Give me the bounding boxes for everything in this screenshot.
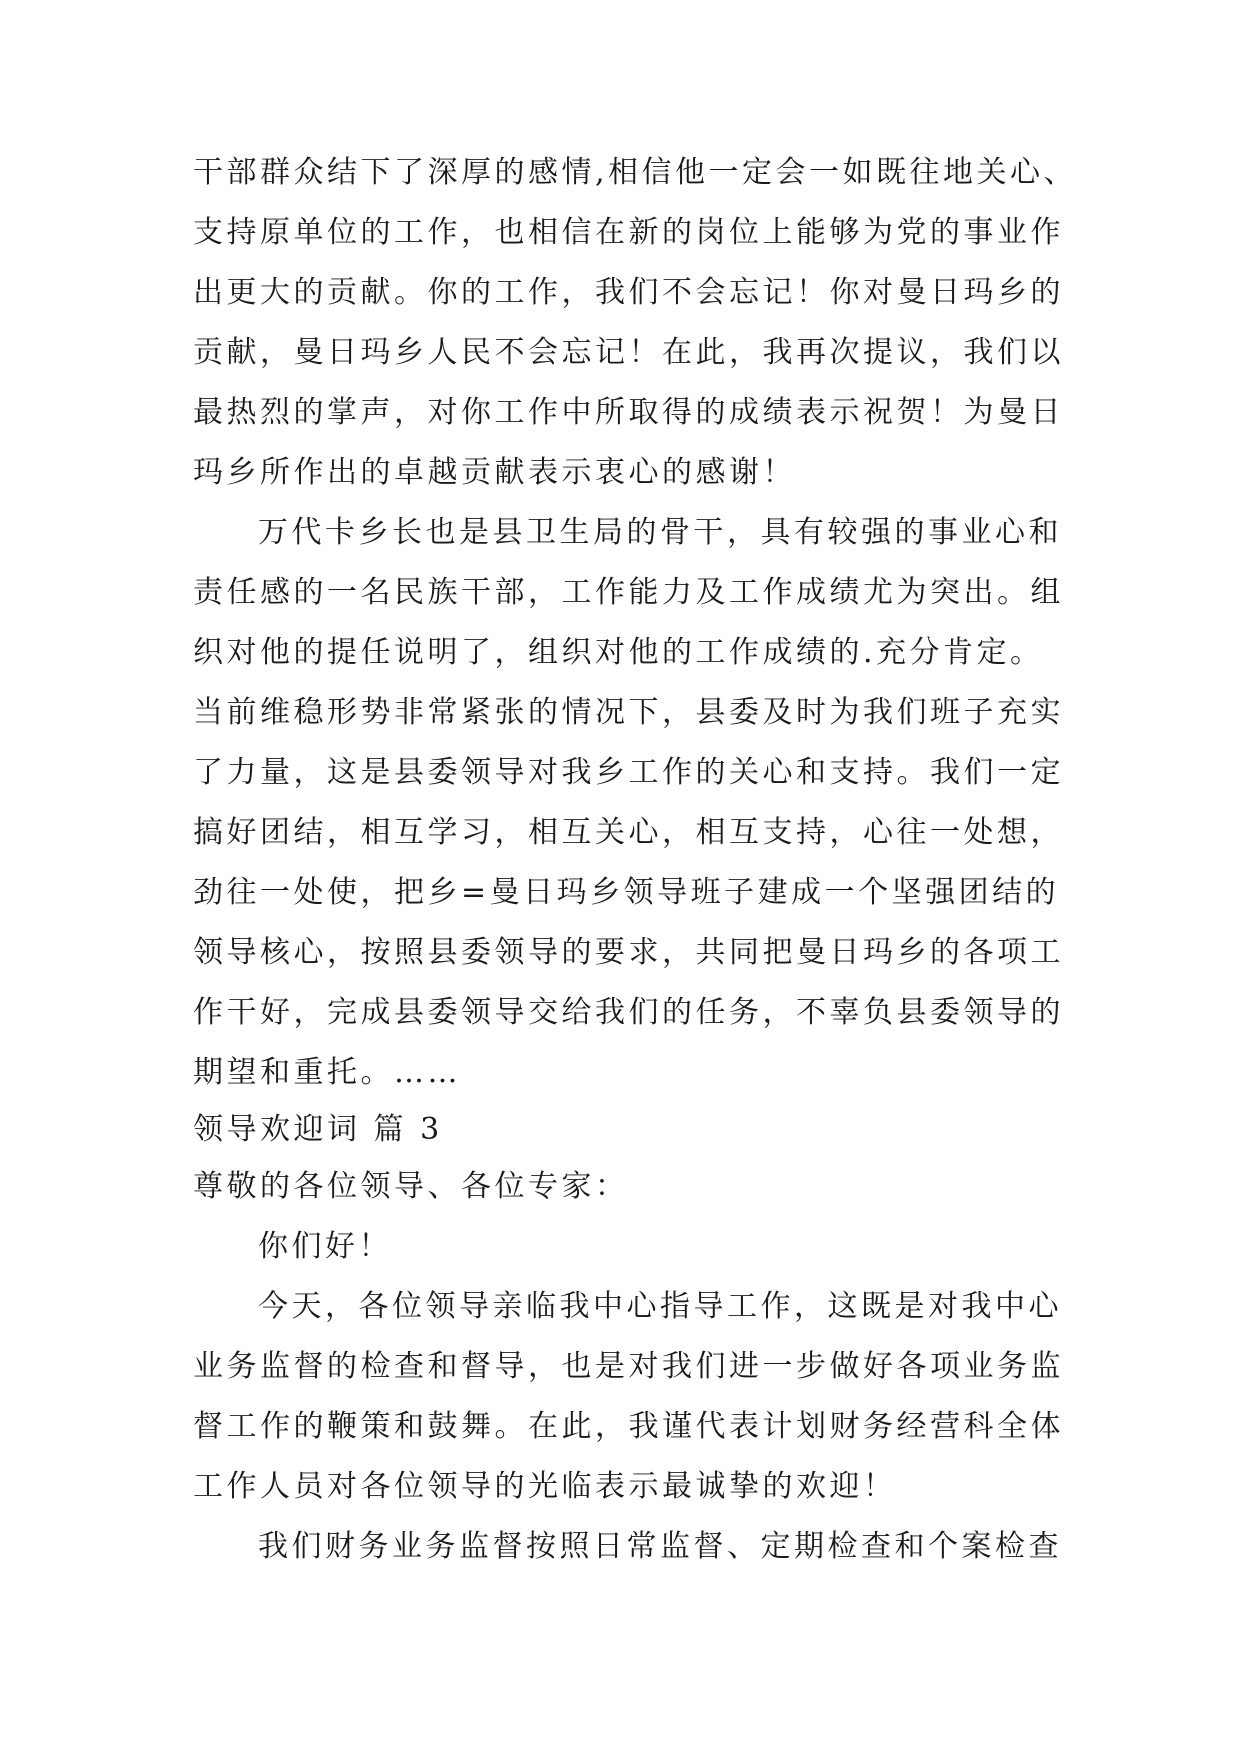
body-text-line: 督工作的鞭策和鼓舞。在此，我谨代表计划财务经营科全体: [193, 1409, 1064, 1444]
body-text-line: 支持原单位的工作，也相信在新的岗位上能够为党的事业作: [193, 215, 1064, 250]
body-text-line: 玛乡所作出的卓越贡献表示衷心的感谢！: [193, 455, 796, 490]
paragraph-first-line: 万代卡乡长也是县卫生局的骨干，具有较强的事业心和: [258, 515, 1062, 550]
body-text-line: 业务监督的检查和督导，也是对我们进一步做好各项业务监: [193, 1349, 1064, 1384]
body-text-line: 期望和重托。……: [193, 1055, 461, 1090]
body-text-line: 工作人员对各位领导的光临表示最诚挚的欢迎！: [193, 1469, 897, 1504]
body-text-line: 贡献，曼日玛乡人民不会忘记！在此，我再次提议，我们以: [193, 335, 1064, 370]
paragraph-first-line: 我们财务业务监督按照日常监督、定期检查和个案检查: [258, 1529, 1062, 1564]
body-text-line: 搞好团结，相互学习，相互关心，相互支持，心往一处想，: [193, 815, 1064, 850]
salutation: 尊敬的各位领导、各位专家：: [193, 1169, 629, 1204]
body-text-line: 作干好，完成县委领导交给我们的任务，不辜负县委领导的: [193, 995, 1064, 1030]
body-text-line: 当前维稳形势非常紧张的情况下，县委及时为我们班子充实: [193, 695, 1064, 730]
body-text-line: 了力量，这是县委领导对我乡工作的关心和支持。我们一定: [193, 755, 1064, 790]
section-heading: 领导欢迎词 篇 3: [193, 1112, 443, 1147]
paragraph-first-line: 今天，各位领导亲临我中心指导工作，这既是对我中心: [258, 1289, 1062, 1324]
body-text-line: 劲往一处使，把乡=曼日玛乡领导班子建成一个坚强团结的: [193, 875, 1060, 910]
body-text-line: 最热烈的掌声，对你工作中所取得的成绩表示祝贺！为曼日: [193, 395, 1064, 430]
body-text-line: 领导核心，按照县委领导的要求，共同把曼日玛乡的各项工: [193, 935, 1064, 970]
body-text-line: 责任感的一名民族干部，工作能力及工作成绩尤为突出。组: [193, 575, 1064, 610]
body-text-line: 织对他的提任说明了，组织对他的工作成绩的.充分肯定。: [193, 635, 1044, 670]
greeting: 你们好！: [258, 1229, 392, 1264]
body-text-line: 干部群众结下了深厚的感情,相信他一定会一如既往地关心、: [193, 155, 1078, 190]
body-text-line: 出更大的贡献。你的工作，我们不会忘记！你对曼日玛乡的: [193, 275, 1064, 310]
